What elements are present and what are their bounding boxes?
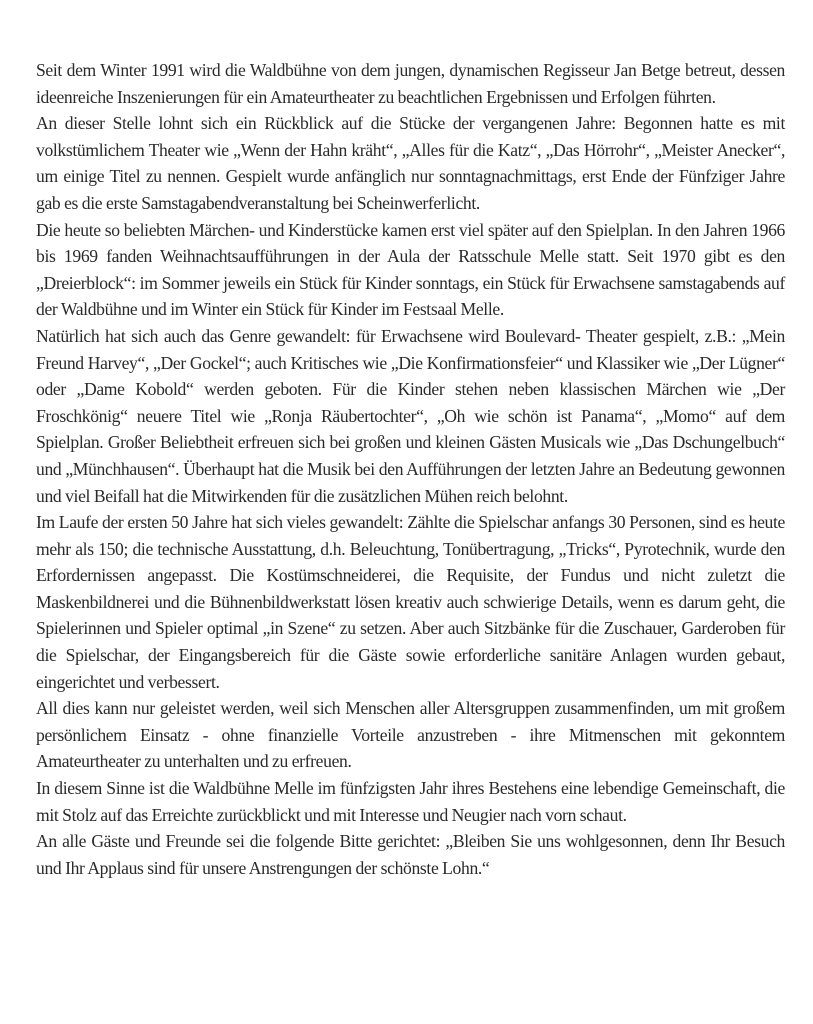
paragraph-gemeinschaft: In diesem Sinne ist die Waldbühne Melle im fünfzigsten Jahr ihres Bestehens eine lebendige Gemeinschaft, die mit Stolz auf das Erreichte zurückblickt und mit Interesse und Neugier nach vorn schaut.: [36, 778, 785, 825]
paragraph-maerchen-kinderstuecke: Die heute so beliebten Märchen- und Kinderstücke kamen erst viel später auf den Spielplan. In den Jahren 1966 bis 1969 fanden Weihnachtsaufführungen in der Aula der Ratsschule Melle statt. Seit 1970 gibt es den „Dreierblock“: im Sommer jeweils ein Stück für Kinder sonntags, ein Stück für Erwachsene samstagabends auf der Waldbühne und im Winter ein Stück für Kinder im Festsaal Melle.: [36, 219, 785, 320]
paragraph-genre: Natürlich hat sich auch das Genre gewandelt: für Erwachsene wird Boulevard- Theater gespielt, z.B.: „Mein Freund Harvey“, „Der Gockel“; auch Kritisches wie „Die Konfirmationsfeier“ und Klassiker wie „Der Lügner“ oder „Dame Kobold“ werden geboten. Für die Kinder stehen neben klassischen Märchen wie „Der Froschkönig“ neuere Titel wie „Ronja Räubertochter“, „Oh wie schön ist Panama“, „Momo“ auf dem Spielplan. Großer Beliebtheit erfreuen sich bei großen und kleinen Gästen Musicals wie „Das Dschungelbuch“ und „Münchhausen“. Überhaupt hat die Musik bei den Aufführungen der letzten Jahre an Bedeutung gewonnen und viel Beifall hat die Mitwirkenden für die zusätzlichen Mühen reich belohnt.: [36, 325, 785, 506]
paragraph-rueckblick: An dieser Stelle lohnt sich ein Rückblick auf die Stücke der vergangenen Jahre: Begonnen hatte es mit volkstümlichem Theater wie „Wenn der Hahn kräht“, „Alles für die Katz“, „Das Hörrohr“, „Meister Anecker“, um einige Titel zu nennen. Gespielt wurde anfänglich nur sonntagnachmittags, erst Ende der Fünfziger Jahre gab es die erste Samstagabendveranstaltung bei Scheinwerferlicht.: [36, 113, 785, 213]
paragraph-einsatz: All dies kann nur geleistet werden, weil sich Menschen aller Altersgruppen zusammenfinden, um mit großem persönlichem Einsatz - ohne finanzielle Vorteile anzustreben - ihre Mitmenschen mit gekonntem Amateurtheater zu unterhalten und zu erfreuen.: [36, 698, 785, 772]
paragraph-bitte: An alle Gäste und Freunde sei die folgende Bitte gerichtet: „Bleiben Sie uns wohlgesonnen, denn Ihr Besuch und Ihr Applaus sind für unsere Anstrengungen der schönste Lohn.“: [36, 831, 785, 878]
paragraph-wandel: Im Laufe der ersten 50 Jahre hat sich vieles gewandelt: Zählte die Spielschar anfangs 30 Personen, sind es heute mehr als 150; die technische Ausstattung, d.h. Beleuchtung, Tonübertragung, „Tricks“, Pyrotechnik, wurde den Erfordernissen angepasst. Die Kostümschneiderei, die Requisite, der Fundus und nicht zuletzt die Maskenbildnerei und die Bühnenbildwerkstatt lösen kreativ auch schwierige Details, wenn es darum geht, die Spielerinnen und Spieler optimal „in Szene“ zu setzen. Aber auch Sitzbänke für die Zuschauer, Garderoben für die Spielschar, der Eingangsbereich für die Gäste sowie erforderliche sanitäre Anlagen wurden gebaut, eingerichtet und verbessert.: [36, 512, 785, 692]
paragraph-waldbuehne-regisseur: Seit dem Winter 1991 wird die Waldbühne von dem jungen, dynamischen Regisseur Jan Betge betreut, dessen ideenreiche Inszenierungen für ein Amateurtheater zu beachtlichen Ergebnissen und Erfolgen führten.: [36, 60, 785, 107]
